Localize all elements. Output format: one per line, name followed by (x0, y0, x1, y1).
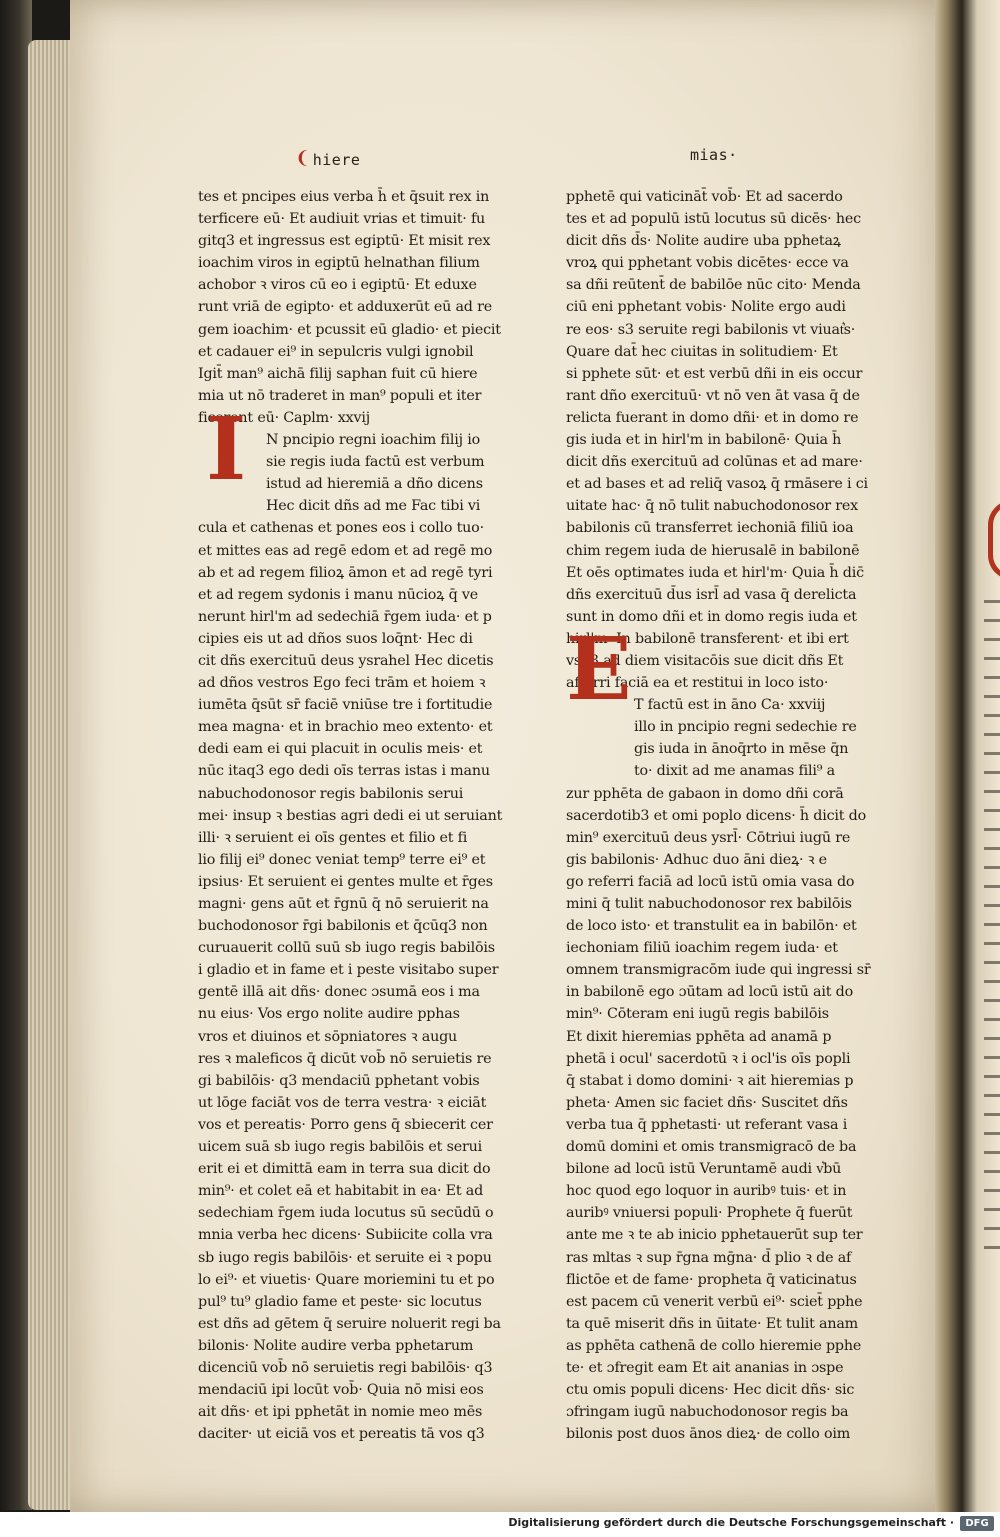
text-line: verba tua q̄ pphetasti· ut referant vasa i (566, 1116, 848, 1133)
text-line: ad dños vestros Ego feci trām et hoiem ꝛ (198, 675, 486, 692)
text-line: flictōe et de fame· propheta q̄ vaticinatus (566, 1271, 857, 1288)
text-line: cula et cathenas et pones eos i collo tuo· (198, 520, 484, 537)
text-line: nu eius· Vos ergo nolite audire pphas (198, 1006, 460, 1023)
text-line: iumēta q̄sūt sr̄ faciē vniūse tre i fortitudie (198, 697, 493, 714)
text-line: vsq3 ad diem visitacōis sue dicit dñs Et (566, 652, 844, 669)
text-line: as pphēta cathenā de collo hieremie pphe (566, 1337, 862, 1354)
text-line: dedi eam ei qui placuit in oculis meis· et (198, 741, 483, 758)
text-line: buchodonosor r̄gi babilonis et q̄cūq3 non (198, 918, 488, 935)
text-line: vros et diuinos et sōpniatores ꝛ augu (198, 1028, 458, 1045)
paragraph-mark-icon: ❨ (296, 146, 310, 171)
text-line: achobor ꝛ viros cū eo i egiptū· Et eduxe (198, 277, 477, 294)
facing-page-rubric (988, 500, 1000, 580)
text-line: tes et pncipes eius verba h̄ et q̄suit rex in (198, 189, 490, 205)
text-line: dicit dñs exercituū ad colūnas et ad mare· (566, 454, 863, 471)
right-text-column (566, 186, 886, 1445)
text-line: pphetē qui vaticināt̄ vob̄· Et ad sacerdo (566, 189, 843, 205)
text-line: est dñs ad gētem q̄ seruire noluerit regi ba (198, 1315, 501, 1332)
text-line: gis iuda in ānoq̄rto in mēse q̄n (634, 741, 849, 758)
text-line: pheta· Amen sic faciet dñs· Suscitet dñs (566, 1094, 848, 1111)
text-line: hoc quod ego loquor in auribꝰ tuis· et in (566, 1183, 847, 1200)
funding-credit: Digitalisierung gefördert durch die Deutsche Forschungsgemeinschaft · (508, 1516, 954, 1529)
footer-bar (0, 1512, 1000, 1537)
text-line: auribꝰ vniuersi populi· Prophete q̄ fuerūt (566, 1205, 853, 1222)
text-line: magni· gens aūt et r̄gnū q̄ nō seruierit na (198, 896, 489, 912)
text-line: nerunt hirl'm ad sedechiā r̄gem iuda· et p (198, 608, 492, 625)
text-line: res ꝛ maleficos q̄ dicūt vob̄ nō seruietis re (198, 1050, 492, 1067)
text-line: mnia verba hec dicens· Subiicite colla vra (198, 1227, 493, 1244)
text-line: sedechiam r̄gem iuda locutus sū secūdū o (198, 1205, 494, 1222)
text-line: ficerent eū· Caplm· xxvij (198, 409, 370, 426)
book-gutter (935, 0, 965, 1512)
text-line: ut lōge faciāt vos de terra vestra· ꝛ eiciāt (198, 1094, 487, 1111)
text-line: sb iugo regis babilōis· et seruite ei ꝛ popu (198, 1249, 492, 1266)
text-line: zur pphēta de gabaon in domo dñi corā (566, 785, 844, 802)
facing-page-text (984, 600, 1000, 1250)
text-line: ta quē miserit dñs in ūitate· Et tulit anam (566, 1315, 859, 1332)
text-line: bilonis· Nolite audire verba pphetarum (198, 1337, 474, 1354)
text-line: q̄ stabat i domo domini· ꝛ ait hieremias p (566, 1072, 854, 1089)
text-line: gem ioachim· et pcussit eū gladio· et piecit (198, 321, 501, 338)
text-line: lio filij ei⁹ donec veniat temp⁹ terre ei⁹ et (198, 851, 486, 868)
text-line: Quare dat̄ hec ciuitas in solitudiem· Et (566, 343, 838, 360)
text-line: Et dixit hieremias pphēta ad anamā p (566, 1028, 832, 1045)
text-line: nūc itaq3 ego dedi oīs terras istas i manu (198, 763, 490, 780)
text-line: min⁹· et colet eā et habitabit in ea· Et ad (198, 1183, 484, 1200)
text-line: phetā i ocul' sacerdotū ꝛ i ocl'is oīs popli (566, 1050, 851, 1067)
text-line: sie regis iuda factū est verbum (266, 454, 485, 471)
text-line: ante me ꝛ te ab inicio pphetauerūt sup ter (566, 1227, 863, 1244)
text-line: illi· ꝛ seruient ei oīs gentes et filio et fi (198, 829, 468, 846)
text-line: de loco isto· et transtulit ea in babilōn· et (566, 918, 857, 935)
text-line: uicem suā sb iugo regis babilōis et serui (198, 1139, 482, 1156)
text-line: cit dñs exercituū deus ysrahel Hec dicetis (198, 652, 494, 669)
text-line: iechoniam filiū ioachim regem iuda· et (566, 940, 838, 957)
text-line: Et oēs optimates iuda et hirl'm· Quia h̄ dic̄ (566, 564, 864, 581)
dfg-logo: DFG (960, 1516, 994, 1531)
text-line: babilonis cū transferret iechoniā filiū ioa (566, 520, 854, 537)
text-line: domū domini et omis transmigracō de ba (566, 1139, 857, 1156)
text-line: tes et ad populū istū locutus sū dicēs· hec (566, 211, 861, 228)
text-line: curuauerit collū suū sb iugo regis babilōis (198, 940, 495, 957)
text-line: ctu omis populi dicens· Hec dicit dñs· sic (566, 1382, 855, 1399)
text-line: mei· insup ꝛ bestias agri dedi ei ut seruiant (198, 807, 503, 824)
text-line: ait dñs· et ipi pphetāt in nomie meo mēs (198, 1404, 483, 1421)
text-line: N pncipio regni ioachim filij io (266, 432, 481, 449)
text-line: rant dño exercituū· vt nō ven āt vasa q̄ de (566, 387, 860, 404)
text-line: gis babilonis· Adhuc duo āni dieꝝ· ꝛ e (566, 851, 827, 868)
text-line: istud ad hieremiā a dño dicens (266, 476, 483, 493)
text-line: lo ei⁹· et viuetis· Quare moriemini tu et po (198, 1271, 495, 1288)
text-line: Igit̄ man⁹ aichā filij saphan fuit cū hiere (198, 365, 478, 382)
rubricated-initial-i: I (205, 399, 247, 500)
text-line: mia ut nō traderet in man⁹ populi et iter (198, 387, 482, 404)
text-line: min⁹· Cōteram eni iugū regis babilōis (566, 1006, 829, 1023)
text-line: mendaciū ipi locūt vob̄· Quia nō misi eos (198, 1382, 484, 1399)
text-line: terficere eū· Et audiuit vrias et timuit· fu (198, 211, 486, 228)
text-line: et cadauer ei⁹ in sepulcris vulgi ignobil (198, 343, 474, 360)
text-line: ras mltas ꝛ sup r̄gna mḡna· d̄ plio ꝛ de af (566, 1249, 852, 1266)
text-line: ɔfringam iugū nabuchodonosor regis ba (566, 1404, 849, 1421)
running-head-right: mias· (690, 146, 738, 164)
text-line: min⁹ exercituū deus ysrl̄· Cōtriui iugū re (566, 829, 851, 846)
text-line: dicenciū vob̄ nō seruietis regi babilōis· q3 (198, 1359, 493, 1376)
text-line: ipsius· Et seruient ei gentes multe et r̄ges (198, 873, 493, 890)
text-line: chim regem iuda de hierusalē in babilonē (566, 542, 860, 559)
text-line: sacerdotib3 et omi poplo dicens· h̄ dicit do (566, 807, 867, 824)
text-line: et ad bases et ad reliq̄ vasoꝝ q̄ rmāsere i ci (566, 476, 868, 493)
text-line: dñs exercituū d̄us isrl̄ ad vasa q̄ derelicta (566, 586, 857, 603)
text-line: T factū est in āno Ca· xxviij (634, 697, 826, 714)
text-line: mini q̄ tulit nabuchodonosor rex babilōis (566, 896, 852, 912)
text-line: sa dñi reūtent̄ de babilōe nūc cito· Menda (566, 277, 861, 294)
text-line: et mittes eas ad regē edom et ad regē mo (198, 542, 493, 559)
text-line: bilone ad locū istū Veruntamē audi v͛bū (566, 1161, 842, 1178)
text-line: go referri faciā ad locū istū omia vasa do (566, 873, 855, 890)
text-line: daciter· ut eiciā vos et pereatis tā vos q3 (198, 1426, 485, 1443)
text-line: pul⁹ tu⁹ gladio fame et peste· sic locutus (198, 1293, 482, 1310)
text-line: to· dixit ad me anamas fili⁹ a (634, 763, 835, 780)
text-line: gitq3 et ingressus est egiptū· Et misit rex (198, 233, 491, 250)
left-text-column (198, 186, 518, 1445)
text-line: in babilonē ego ɔūtam ad locū istū ait do (566, 984, 853, 1001)
text-line: gi babilōis· q3 mendaciū pphetant vobis (198, 1072, 480, 1089)
running-head-left (296, 146, 360, 171)
text-line: afferri faciā ea et restitui in loco isto· (566, 675, 829, 692)
text-line: dicit dñs d̄s· Nolite audire uba pphetaꝝ (566, 233, 841, 250)
text-line: erit ei et dimittā eam in terra sua dicit do (198, 1161, 491, 1178)
text-line: i gladio et in fame et i peste visitabo super (198, 962, 499, 979)
text-line: ab et ad regem filioꝝ āmon et ad regē tyri (198, 564, 493, 581)
text-line: illo in pncipio regni sedechie re (634, 719, 857, 736)
running-head-left-text: hiere (312, 151, 361, 169)
text-line: uitate hac· q̄ nō tulit nabuchodonosor rex (566, 498, 859, 515)
text-line: nabuchodonosor regis babilonis serui (198, 785, 464, 802)
text-line: sunt in domo dñi et in domo regis iuda et (566, 608, 857, 625)
text-line: cipies eis ut ad dños suos loq̄nt· Hec di (198, 630, 473, 647)
text-line: re eos· s3 seruite regi babilonis vt viuat͛s· (566, 321, 856, 338)
text-line: gentē illā ait dñs· donec ɔsumā eos i ma (198, 984, 480, 1001)
text-line: est pacem cū venerit verbū ei⁹· sciet̄ pphe (566, 1293, 863, 1310)
text-line: vroꝝ qui pphetant vobis dicētes· ecce va (566, 255, 849, 272)
text-line: relicta fuerant in domo dñi· et in domo re (566, 409, 859, 426)
text-line: hirl'm· In babilonē transferent· et ibi ert (566, 630, 849, 647)
text-line: mea magna· et in brachio meo extento· et (198, 719, 493, 736)
text-line: si pphete sūt· et est verbū dñi in eis occur (566, 365, 863, 382)
facing-page-edge (962, 0, 1000, 1512)
text-line: vos et pereatis· Porro gens q̄ sbiecerit cer (198, 1116, 493, 1133)
text-line: ioachim viros in egiptū helnathan filium (198, 255, 480, 272)
text-line: omnem transmigracōm iude qui ingressi sr̄ (566, 962, 871, 979)
text-line: gis iuda et in hirl'm in babilonē· Quia h̄ (566, 432, 842, 449)
text-line: Hec dicit dñs ad me Fac tibi vi (266, 498, 481, 515)
rubricated-initial-e: E (566, 619, 632, 720)
text-line: bilonis post duos ānos dieꝝ· de collo oim (566, 1426, 851, 1443)
text-line: et ad regem sydonis i manu nūcioꝝ q̄ ve (198, 586, 479, 603)
text-line: te· et ɔfregit eam Et ait ananias in ɔspe (566, 1359, 844, 1376)
text-line: runt vriā de egipto· et adduxerūt eū ad re (198, 299, 492, 316)
text-line: ciū eni pphetant vobis· Nolite ergo audi (566, 299, 846, 316)
